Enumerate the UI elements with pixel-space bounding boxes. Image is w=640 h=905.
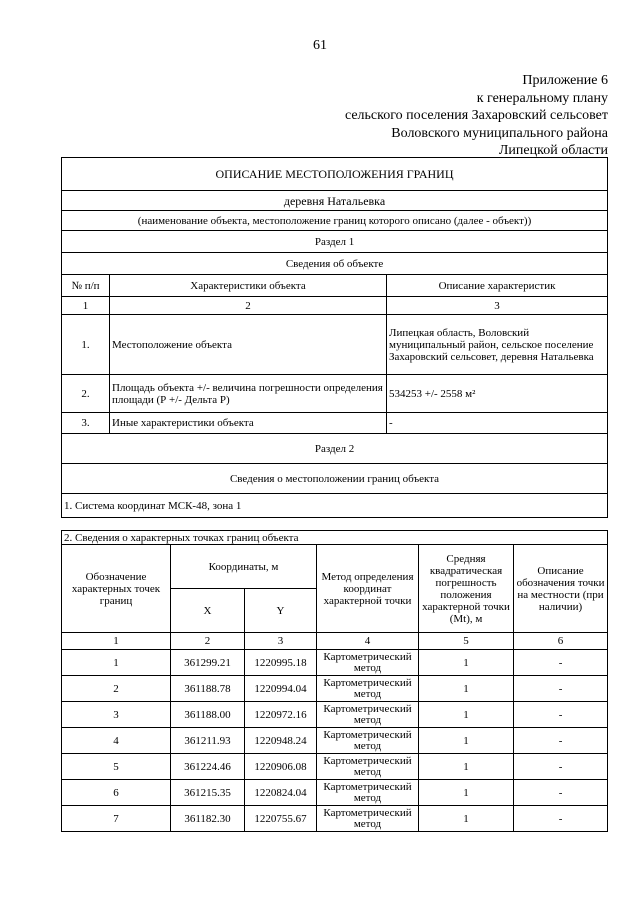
header-x: X bbox=[171, 589, 245, 633]
table-row bbox=[62, 413, 608, 434]
column-number: 1 bbox=[62, 633, 171, 650]
point-mt: 1 bbox=[419, 806, 514, 832]
header-y: Y bbox=[245, 589, 317, 633]
row-number: 3. bbox=[62, 413, 110, 434]
section2-title: Раздел 2 bbox=[62, 434, 608, 464]
point-mt: 1 bbox=[419, 780, 514, 806]
header-description: Описание характеристик bbox=[387, 275, 608, 297]
point-mt: 1 bbox=[419, 754, 514, 780]
object-name: деревня Натальевка bbox=[62, 191, 608, 211]
point-method: Картометрический метод bbox=[323, 703, 412, 726]
point-x: 361188.78 bbox=[171, 676, 245, 702]
point-description: - bbox=[514, 676, 608, 702]
point-method: Картометрический метод bbox=[323, 677, 412, 700]
point-y: 1220994.04 bbox=[245, 676, 317, 702]
appendix-line: Воловского муниципального района bbox=[391, 125, 608, 141]
point-method: Картометрический метод bbox=[323, 651, 412, 674]
table-row bbox=[62, 676, 608, 702]
table-row bbox=[62, 780, 608, 806]
point-x: 361211.93 bbox=[171, 728, 245, 754]
point-y: 1220906.08 bbox=[245, 754, 317, 780]
table-row bbox=[62, 375, 608, 413]
point-x: 361215.35 bbox=[171, 780, 245, 806]
point-method: Картометрический метод bbox=[323, 755, 412, 778]
row-number: 2. bbox=[62, 375, 110, 413]
header-method: Метод определения координат характерной точки bbox=[317, 545, 419, 633]
point-description: - bbox=[514, 650, 608, 676]
row-name: Иные характеристики объекта bbox=[110, 413, 387, 434]
object-info-table bbox=[61, 157, 608, 518]
point-description: - bbox=[514, 780, 608, 806]
point-x: 361299.21 bbox=[171, 650, 245, 676]
point-y: 1220995.18 bbox=[245, 650, 317, 676]
appendix-line: к генеральному плану bbox=[476, 90, 608, 106]
point-mt: 1 bbox=[419, 650, 514, 676]
points-heading: 2. Сведения о характерных точках границ объекта bbox=[62, 531, 608, 545]
column-number: 1 bbox=[62, 297, 110, 315]
point-description: - bbox=[514, 754, 608, 780]
table-row bbox=[62, 754, 608, 780]
point-id: 6 bbox=[62, 780, 171, 806]
point-x: 361182.30 bbox=[171, 806, 245, 832]
table-row bbox=[62, 650, 608, 676]
point-description: - bbox=[514, 806, 608, 832]
point-id: 4 bbox=[62, 728, 171, 754]
header-characteristics: Характеристики объекта bbox=[110, 275, 387, 297]
section1-title: Раздел 1 bbox=[62, 231, 608, 253]
point-method: Картометрический метод bbox=[323, 781, 412, 804]
appendix-header bbox=[345, 72, 608, 160]
column-number: 6 bbox=[514, 633, 608, 650]
column-number: 2 bbox=[171, 633, 245, 650]
table-row bbox=[62, 728, 608, 754]
column-number: 3 bbox=[245, 633, 317, 650]
column-number: 5 bbox=[419, 633, 514, 650]
point-y: 1220824.04 bbox=[245, 780, 317, 806]
point-description: - bbox=[514, 728, 608, 754]
row-number: 1. bbox=[62, 315, 110, 375]
appendix-line: сельского поселения Захаровский сельсовет bbox=[344, 108, 608, 123]
table-row bbox=[62, 702, 608, 728]
point-method: Картометрический метод bbox=[323, 729, 412, 752]
point-id: 2 bbox=[62, 676, 171, 702]
row-value: 534253 +/- 2558 м² bbox=[387, 375, 608, 413]
row-value: - bbox=[387, 413, 608, 434]
document-title: ОПИСАНИЕ МЕСТОПОЛОЖЕНИЯ ГРАНИЦ bbox=[62, 158, 608, 191]
point-id: 3 bbox=[62, 702, 171, 728]
appendix-line: Липецкой области bbox=[498, 143, 608, 158]
point-y: 1220948.24 bbox=[245, 728, 317, 754]
object-note: (наименование объекта, местоположение границ которого описано (далее - объект)) bbox=[62, 211, 608, 231]
section1-subtitle: Сведения об объекте bbox=[62, 253, 608, 275]
point-x: 361224.46 bbox=[171, 754, 245, 780]
column-number: 4 bbox=[317, 633, 419, 650]
header-point: Обозначение характерных точек границ bbox=[62, 545, 171, 633]
point-id: 1 bbox=[62, 650, 171, 676]
header-error: Средняя квадратическая погрешность положения характерной точки (Mt), м bbox=[419, 545, 514, 633]
header-point-description: Описание обозначения точки на местности (при наличии) bbox=[514, 545, 608, 633]
row-value: Липецкая область, Воловский муниципальный район, сельское поселение Захаровский сельсовет, деревня Натальевка bbox=[387, 315, 608, 375]
point-id: 5 bbox=[62, 754, 171, 780]
point-mt: 1 bbox=[419, 676, 514, 702]
boundary-points-table bbox=[61, 530, 608, 832]
table-row bbox=[62, 806, 608, 832]
section2-subtitle: Сведения о местоположении границ объекта bbox=[62, 464, 608, 494]
column-number: 3 bbox=[387, 297, 608, 315]
table-row bbox=[62, 315, 608, 375]
page-number: 61 bbox=[313, 38, 327, 53]
row-name: Местоположение объекта bbox=[110, 315, 387, 375]
row-name: Площадь объекта +/- величина погрешности определения площади (Р +/- Дельта Р) bbox=[110, 375, 387, 413]
point-id: 7 bbox=[62, 806, 171, 832]
point-y: 1220755.67 bbox=[245, 806, 317, 832]
header-coords: Координаты, м bbox=[171, 545, 317, 589]
point-mt: 1 bbox=[419, 702, 514, 728]
point-x: 361188.00 bbox=[171, 702, 245, 728]
column-number: 2 bbox=[110, 297, 387, 315]
point-y: 1220972.16 bbox=[245, 702, 317, 728]
appendix-line: Приложение 6 bbox=[522, 73, 608, 88]
point-description: - bbox=[514, 702, 608, 728]
point-method: Картометрический метод bbox=[323, 807, 412, 830]
header-number: № п/п bbox=[62, 275, 110, 297]
point-mt: 1 bbox=[419, 728, 514, 754]
coord-system: 1. Система координат МСК-48, зона 1 bbox=[62, 494, 608, 518]
